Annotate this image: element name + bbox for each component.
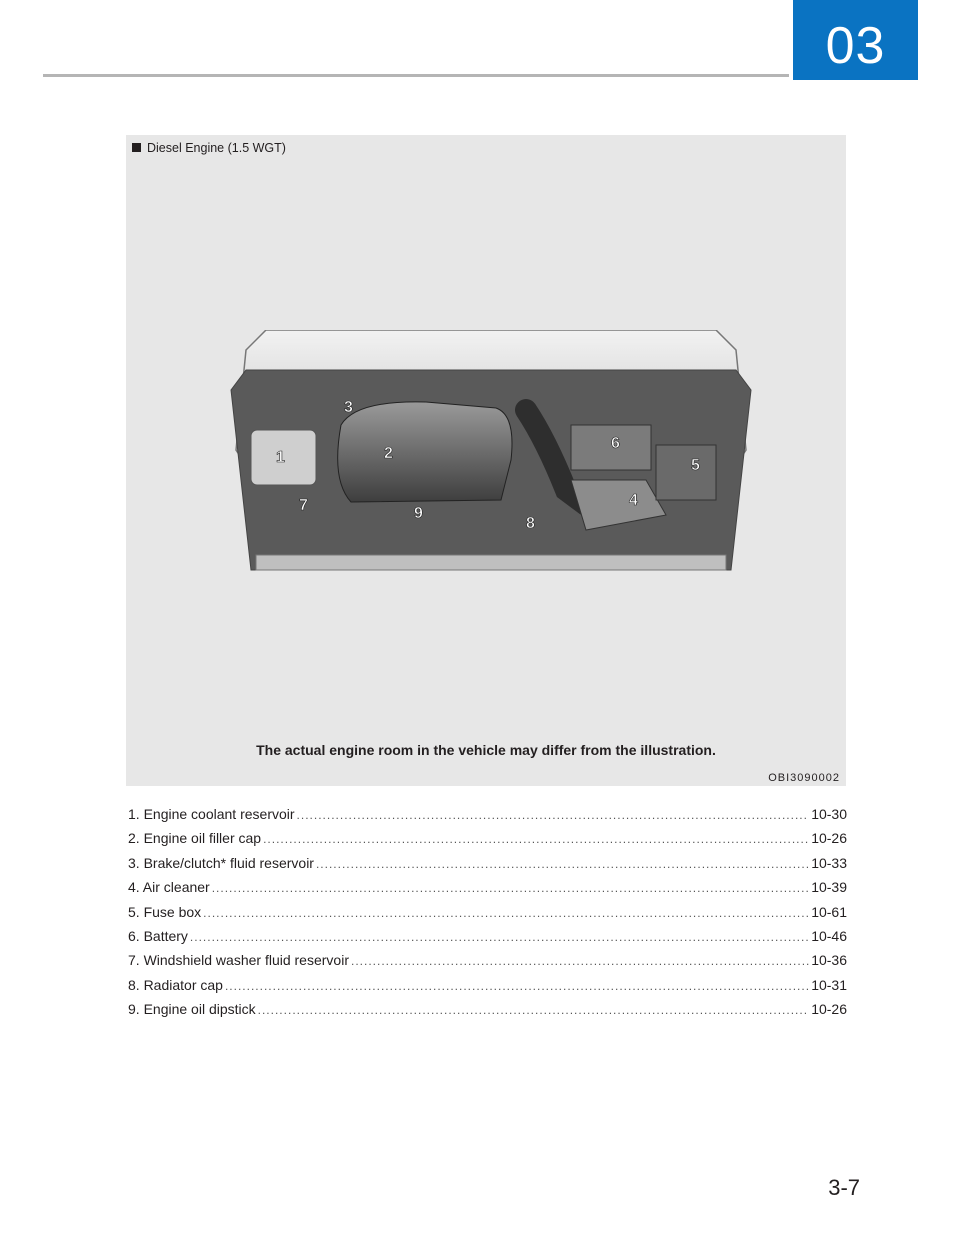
dot-leader [203,906,809,920]
part-label: 4. Air cleaner [128,879,210,896]
part-label: 6. Battery [128,927,188,944]
part-label: 5. Fuse box [128,903,202,920]
callout-7: 7 [299,497,308,514]
callout-5: 5 [691,457,700,474]
list-item [128,952,847,976]
list-item [128,904,847,928]
dot-leader [190,930,809,944]
figure-caption-text: Diesel Engine (1.5 WGT) [147,141,286,155]
page-number: 3-7 [828,1175,860,1200]
callout-4: 4 [629,492,638,509]
dot-leader [212,881,809,895]
list-item [128,830,847,854]
callout-2: 2 [384,445,393,462]
part-page: 10-46 [811,927,847,944]
engine-figure [126,135,846,786]
header-rule [43,74,789,77]
part-label: 3. Brake/clutch* fluid reservoir [128,854,314,871]
list-item [128,879,847,903]
callout-3: 3 [344,399,353,416]
part-label: 7. Windshield washer fluid reservoir [128,952,349,969]
engine-room-illustration [226,330,756,590]
parts-list [128,806,847,1026]
list-item [128,855,847,879]
figure-note: The actual engine room in the vehicle may differ from the illustration. [256,742,716,758]
part-label: 8. Radiator cap [128,976,223,993]
square-bullet-icon [132,143,141,152]
dot-leader [258,1003,810,1017]
part-label: 9. Engine oil dipstick [128,1001,256,1018]
part-page: 10-30 [811,806,847,822]
chapter-tab: 03 [793,0,918,80]
part-page: 10-31 [811,976,847,993]
part-page: 10-26 [811,1001,847,1018]
part-label: 2. Engine oil filler cap [128,830,262,847]
part-page: 10-36 [811,952,847,969]
callout-6: 6 [611,435,620,452]
dot-leader [297,808,810,822]
figure-caption [132,141,286,155]
part-page: 10-61 [811,903,847,920]
dot-leader [351,954,809,968]
callout-9: 9 [414,505,423,522]
callout-1: 1 [276,449,285,466]
part-page: 10-33 [811,854,847,871]
part-label: 1. Engine coolant reservoir [128,806,295,822]
callout-8: 8 [526,515,535,532]
figure-code: OBI3090002 [768,772,840,784]
list-item [128,806,847,830]
list-item [128,1001,847,1025]
dot-leader [225,979,809,993]
list-item [128,928,847,952]
part-page: 10-26 [811,830,847,847]
list-item [128,977,847,1001]
dot-leader [316,857,809,871]
dot-leader [263,832,809,846]
part-page: 10-39 [811,879,847,896]
